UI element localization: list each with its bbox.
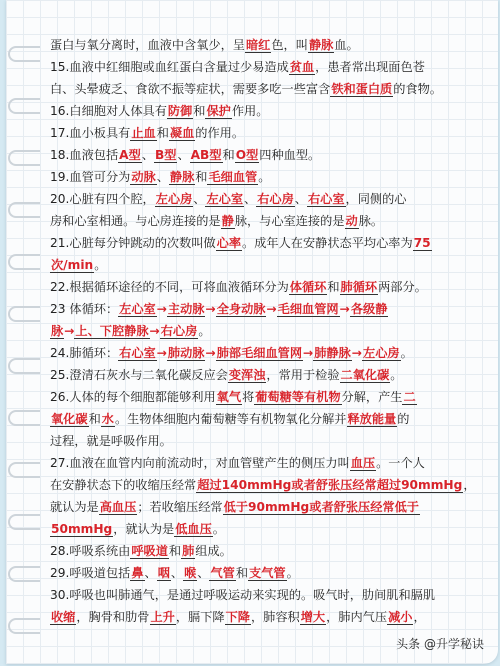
note-text: 四种血型。: [259, 148, 321, 162]
answer-blank: A型: [119, 148, 141, 162]
note-line: [50, 232, 498, 254]
note-text: 25.澄清石灰水与二氧化碳反应会: [50, 368, 228, 382]
answer-blank: 动脉: [131, 170, 156, 184]
note-text: 。: [400, 346, 413, 360]
note-line: [50, 210, 498, 232]
answer-blank: 咽: [157, 566, 170, 580]
note-text: 将: [242, 390, 255, 404]
ring-icon: [8, 462, 40, 478]
note-line: [50, 342, 498, 364]
note-text: 和: [168, 544, 182, 558]
note-text: 。: [390, 368, 403, 382]
answer-blank: 减小: [388, 610, 413, 624]
answer-blank: 各级静: [350, 302, 388, 316]
answer-blank: 左心室: [119, 302, 156, 316]
answer-blank: 主动脉: [167, 302, 205, 316]
note-text: 15.血液中红细胞或血红蛋白含量过少易造成: [50, 60, 289, 74]
note-text: 、: [294, 192, 307, 206]
note-text: 。: [94, 258, 107, 272]
notebook-page: [6, 0, 498, 664]
answer-blank: 氧化碳: [51, 412, 88, 426]
answer-blank: 毛细血管网: [277, 302, 339, 316]
note-text: 30.呼吸也叫肺通气，是通过呼吸运动来实现的。吸气时，肋间肌和膈肌: [50, 588, 436, 602]
answer-blank: 低于90mmHg或者舒张压经常低于: [223, 500, 419, 514]
ring-icon: [8, 618, 40, 634]
note-line: [50, 430, 498, 452]
note-text: 血。: [334, 38, 359, 52]
note-text: 、: [177, 148, 190, 162]
arrow-icon: →: [205, 302, 216, 316]
note-line: [50, 188, 498, 210]
note-text: 作用。: [231, 104, 269, 118]
answer-blank: 超过140mmHg或者舒张压经常超过90mmHg: [197, 478, 463, 492]
binder-rings: [6, 0, 46, 666]
answer-blank: 支气管: [249, 566, 286, 580]
note-line: [50, 298, 498, 320]
note-text: 26.人体的每个细胞都能够利用: [50, 390, 216, 404]
note-text: 色，叫: [271, 38, 308, 52]
ring-icon: [8, 514, 40, 530]
answer-blank: 肺静脉: [314, 346, 351, 360]
arrow-icon: →: [303, 346, 314, 360]
note-line: [50, 122, 498, 144]
answer-blank: 变浑浊: [228, 368, 266, 382]
answer-blank: 右心房: [160, 324, 198, 338]
answer-blank: 次/min: [51, 258, 94, 272]
answer-blank: 气管: [210, 566, 235, 580]
note-line: [50, 254, 498, 276]
answer-blank: 静脉: [169, 170, 195, 184]
note-text: 、: [170, 566, 184, 580]
note-text: 房和心室相通。与心房连接的是: [50, 214, 221, 228]
answer-blank: 收缩: [51, 610, 76, 624]
answer-blank: 鼻: [131, 566, 144, 580]
note-line: [50, 56, 498, 78]
note-line: [50, 562, 498, 584]
note-text: 两部分。: [378, 280, 427, 294]
answer-blank: 左心房: [363, 346, 400, 360]
ring-icon: [8, 254, 40, 270]
note-line: [50, 540, 498, 562]
note-text: 、: [244, 192, 257, 206]
note-line: [50, 320, 498, 342]
note-line: [50, 408, 498, 430]
note-line: [50, 474, 498, 496]
ring-icon: [8, 202, 40, 218]
note-text: 。生物体细胞内葡萄糖等有机物氧化分解并: [114, 412, 347, 426]
note-text: 的: [397, 412, 410, 426]
answer-blank: 铁和蛋白质: [331, 82, 393, 96]
ring-icon: [8, 306, 40, 322]
ring-icon: [8, 98, 40, 114]
note-text: 27.血液在血管内向前流动时，对血管壁产生的侧压力叫: [50, 456, 350, 470]
answer-blank: 水: [101, 412, 114, 426]
note-text: 和: [222, 148, 235, 162]
answer-blank: 静: [221, 214, 234, 228]
answer-blank: 毛细血管: [208, 170, 258, 184]
answer-blank: 75: [413, 236, 431, 250]
note-text: ，胸骨和肋骨: [76, 610, 150, 624]
note-text: 17.血小板具有: [50, 126, 131, 140]
note-text: 、: [156, 170, 169, 184]
ring-icon: [8, 358, 40, 374]
arrow-icon: →: [156, 302, 167, 316]
answer-blank: 动: [345, 214, 358, 228]
answer-blank: 贫血: [289, 60, 315, 74]
note-text: 、: [197, 566, 210, 580]
arrow-icon: →: [64, 324, 75, 338]
answer-blank: 增大: [300, 610, 326, 624]
note-line: [50, 276, 498, 298]
answer-blank: 低血压: [175, 522, 212, 536]
note-text: 。: [258, 170, 271, 184]
answer-blank: 高血压: [99, 500, 137, 514]
note-line: [50, 606, 498, 628]
answer-blank: 止血: [131, 126, 156, 140]
note-text: 18.血液包括: [50, 148, 119, 162]
answer-blank: 肺循环: [340, 280, 378, 294]
note-text: ，同侧的心: [345, 192, 407, 206]
note-line: [50, 496, 498, 518]
ring-icon: [8, 150, 40, 166]
arrow-icon: →: [149, 324, 160, 338]
answer-blank: 左心房: [155, 192, 193, 206]
note-text: 和: [156, 126, 169, 140]
answer-blank: 右心室: [119, 346, 156, 360]
arrow-icon: →: [205, 346, 216, 360]
answer-blank: 右心房: [257, 192, 294, 206]
answer-blank: 全身动脉: [216, 302, 266, 316]
answer-blank: 体循环: [289, 280, 327, 294]
note-text: 24.肺循环：: [50, 346, 119, 360]
answer-blank: 上升: [150, 610, 175, 624]
note-text: ，肺容积: [251, 610, 300, 624]
note-text: 的食物。: [393, 82, 442, 96]
note-text: 。: [286, 566, 299, 580]
watermark: 头条 @升学秘诀: [396, 637, 484, 651]
answer-blank: AB型: [190, 148, 222, 162]
note-text: 白、头晕疲乏、食欲不振等症状，需要多吃一些富含: [50, 82, 331, 96]
note-text: 和: [235, 566, 249, 580]
answer-blank: 肺动脉: [167, 346, 205, 360]
answer-blank: 上、下腔静脉: [75, 324, 149, 338]
note-line: [50, 34, 498, 56]
answer-blank: B型: [154, 148, 177, 162]
ring-icon: [8, 566, 40, 582]
answer-blank: 下降: [225, 610, 250, 624]
note-text: 。: [212, 522, 225, 536]
answer-blank: 左心室: [206, 192, 244, 206]
answer-blank: 防御: [167, 104, 193, 118]
note-text: 和: [327, 280, 340, 294]
notes-content: [50, 34, 498, 628]
note-text: 19.血管可分为: [50, 170, 131, 184]
note-line: [50, 364, 498, 386]
answer-blank: 肺部毛细血管网: [216, 346, 303, 360]
answer-blank: O型: [235, 148, 259, 162]
answer-blank: 喉: [184, 566, 197, 580]
note-text: ，常用于检验: [266, 368, 340, 382]
note-text: 20.心脏有四个腔，: [50, 192, 155, 206]
answer-blank: 葡萄糖等有机物: [255, 390, 341, 404]
answer-blank: 保护: [206, 104, 231, 118]
answer-blank: 右心室: [307, 192, 345, 206]
note-text: ，: [413, 610, 426, 624]
answer-blank: 心率: [216, 236, 242, 250]
note-text: 和: [195, 170, 208, 184]
answer-blank: 二: [403, 390, 416, 404]
note-line: [50, 584, 498, 606]
arrow-icon: →: [156, 346, 167, 360]
answer-blank: 氧气: [216, 390, 242, 404]
answer-blank: 呼吸道: [131, 544, 168, 558]
note-text: 。一个人: [376, 456, 425, 470]
note-text: ，肺内气压: [326, 610, 388, 624]
note-text: ，膈下降: [175, 610, 225, 624]
note-line: [50, 166, 498, 188]
answer-blank: 释放能量: [347, 412, 397, 426]
answer-blank: 50mmHg: [51, 522, 113, 536]
answer-blank: 脉: [51, 324, 64, 338]
note-text: ，就认为是: [113, 522, 175, 536]
arrow-icon: →: [339, 302, 350, 316]
note-line: [50, 452, 498, 474]
note-text: 脉。: [358, 214, 384, 228]
note-text: 28.呼吸系统由: [50, 544, 131, 558]
note-text: 。成年人在安静状态平均心率为: [242, 236, 413, 250]
note-text: 、: [141, 148, 154, 162]
answer-blank: 血压: [350, 456, 376, 470]
answer-blank: 二氧化碳: [340, 368, 390, 382]
ring-icon: [8, 46, 40, 62]
note-text: 、: [193, 192, 206, 206]
answer-blank: 肺: [182, 544, 195, 558]
note-text: 在安静状态下的收缩压经常: [50, 478, 197, 492]
answer-blank: 静脉: [308, 38, 334, 52]
note-text: ；若收缩压经常: [137, 500, 223, 514]
answer-blank: 暗红: [246, 38, 271, 52]
note-text: 组成。: [195, 544, 232, 558]
note-text: 23 体循环：: [50, 302, 119, 316]
note-text: 蛋白与氧分离时，血液中含氧少，呈: [50, 38, 245, 52]
note-text: 。: [198, 324, 211, 338]
note-text: 16.白细胞对人体具有: [50, 104, 167, 118]
note-text: 的作用。: [195, 126, 245, 140]
note-text: 和: [193, 104, 206, 118]
note-line: [50, 386, 498, 408]
arrow-icon: →: [351, 346, 363, 360]
note-line: [50, 518, 498, 540]
note-text: 和: [88, 412, 101, 426]
arrow-icon: →: [266, 302, 277, 316]
note-text: ，患者常出现面色苍: [315, 60, 425, 74]
note-text: 过程，就是呼吸作用。: [50, 434, 172, 448]
note-text: 29.呼吸道包括: [50, 566, 131, 580]
note-text: 就认为是: [50, 500, 99, 514]
note-text: 脉，与心室连接的是: [234, 214, 345, 228]
note-text: 分解，产生: [341, 390, 403, 404]
note-text: ，: [463, 478, 476, 492]
note-line: [50, 78, 498, 100]
ring-icon: [8, 410, 40, 426]
note-text: 、: [144, 566, 157, 580]
answer-blank: 凝血: [169, 126, 195, 140]
note-line: [50, 144, 498, 166]
note-text: 21.心脏每分钟跳动的次数叫做: [50, 236, 216, 250]
note-text: 22.根据循环途径的不同，可将血液循环分为: [50, 280, 289, 294]
note-line: [50, 100, 498, 122]
